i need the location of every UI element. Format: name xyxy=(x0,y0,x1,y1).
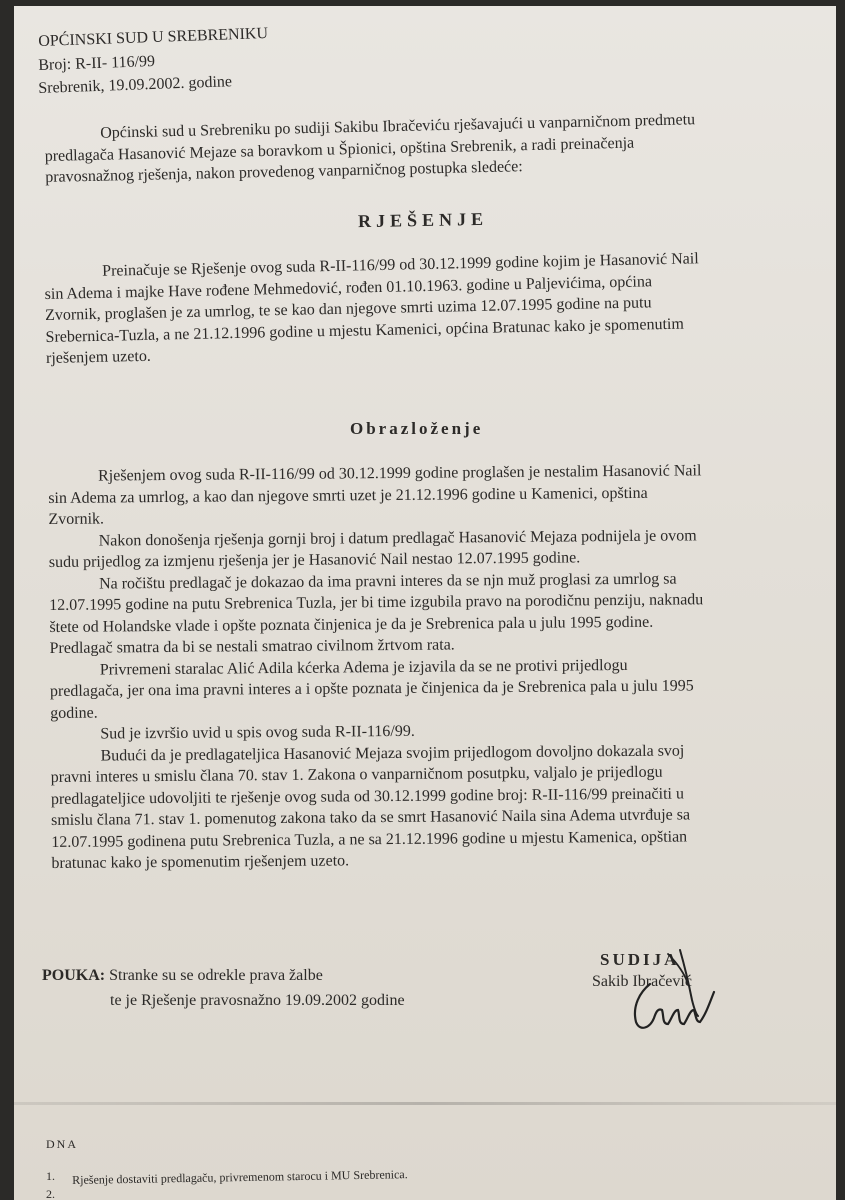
legal-notice-line2: te je Rješenje pravosnažno 19.09.2002 godine xyxy=(110,992,405,1009)
ruling-line: Zvornik, proglašen je za umrlog, te se kao dan njegove smrti uzima 12.07.1995 godine na putu xyxy=(44,294,652,324)
reasoning-line: sudu prijedlog za izmjenu rješenja jer je Hasanović Nail nestao 12.07.1995 godine. xyxy=(48,549,581,571)
delivery-item: Rješenje dostaviti predlagaču, privremenom starocu i MU Srebrenica. xyxy=(72,1167,408,1187)
reasoning-line: godine. xyxy=(50,704,98,722)
reasoning-heading: Obrazloženje xyxy=(350,419,484,438)
court-name: OPĆINSKI SUD U SREBRENIKU xyxy=(38,24,269,50)
delivery-item-number: 2. xyxy=(46,1187,55,1200)
reasoning-line: predlagateljice udovoljiti te rješenje ovog suda od 30.12.1999 godine broj: R-II-116/99 preinačiti u xyxy=(50,784,684,808)
reasoning-line: 12.07.1995 godine na putu Srebrenica Tuzla, jer bi time izgubila pravo na porodičnu penziju, naknadu xyxy=(49,591,704,614)
delivery-label: DNA xyxy=(46,1137,78,1151)
legal-notice xyxy=(42,966,323,986)
intro-paragraph xyxy=(44,109,696,188)
reasoning-line: smislu člana 71. stav 1. pomenutog zakona tako da se smrt Hasanović Naila sina Adema utvrđuje sa xyxy=(51,806,691,829)
ruling-line: rješenjem uzeto. xyxy=(45,347,152,367)
reasoning-line: predlagača, jer ona ima pravni interes a i opšte poznata je činjenica da je Srebrenica pala u julu 1995 xyxy=(49,677,694,700)
intro-line: predlagača Hasanović Mejaze sa boravkom u Špionici, opština Srebrenik, a radi preinačenja xyxy=(44,134,635,165)
case-number: Broj: R-II- 116/99 xyxy=(38,52,156,74)
reasoning-line: Budući da je predlagateljica Hasanović Mejaza svojim prijedlogom dovoljno dokazala svoj xyxy=(100,741,685,765)
handwritten-signature xyxy=(610,944,730,1039)
reasoning-line: Predlagač smatra da bi se nestali smatrao civilnom žrtvom rata. xyxy=(49,636,455,657)
reasoning-line: pravni interes u smislu člana 70. stav 1. Zakona o vanparničnom posutpku, valjalo je prijedlogu xyxy=(50,763,663,786)
reasoning-line: Nakon donošenja rješenja gornji broj i datum predlagač Hasanović Mejaza podnijela je ovom xyxy=(98,526,697,550)
document-page xyxy=(14,6,836,1200)
intro-line: Općinski sud u Srebreniku po sudiji Sakibu Ibračeviću rješavajući u vanparničnom predmetu xyxy=(100,111,696,142)
legal-notice-label: POUKA: xyxy=(42,967,106,984)
ruling-line: sin Adema i majke Have rođene Mehmedović, rođen 01.10.1963. godine u Paljevićima, općina xyxy=(44,272,653,303)
judge-name: Sakib Ibračević xyxy=(592,973,692,990)
ruling-line: Preinačuje se Rješenje ovog suda R-II-116/99 od 30.12.1999 godine kojim je Hasanović Nail xyxy=(102,250,699,280)
reasoning-line: bratunac kako je spomenutim rješenjem uzeto. xyxy=(51,852,350,872)
intro-line: pravosnažnog rješenja, nakon provedenog vanparničnog postupka sledeće: xyxy=(45,158,523,186)
ruling-paragraph xyxy=(44,248,701,369)
legal-notice-line1: Stranke su se odrekle prava žalbe xyxy=(109,967,323,984)
reasoning-line: 12.07.1995 godinena putu Srebrenica Tuzla, a ne sa 21.12.1996 godine u mjestu Kamenica, opštian xyxy=(51,827,688,851)
document-title: RJEŠENJE xyxy=(357,208,489,232)
place-date: Srebrenik, 19.09.2002. godine xyxy=(38,73,233,97)
reasoning-line: štete od Holandske vlade i opšte poznata činjenica je da je Srebrenica pala u julu 1995 godine. xyxy=(49,613,654,636)
judge-title: SUDIJA xyxy=(600,950,680,969)
reasoning-line: Zvornik. xyxy=(48,510,105,528)
reasoning-line: Sud je izvršio uvid u spis ovog suda R-II-116/99. xyxy=(100,722,415,743)
paper-fold xyxy=(14,1102,836,1105)
reasoning-line: Rješenjem ovog suda R-II-116/99 od 30.12.1999 godine proglašen je nestalim Hasanović Nail xyxy=(98,462,702,485)
ruling-line: Srebernica-Tuzla, a ne 21.12.1996 godine u mjestu Kamenici, općina Bratunac kako je spomenutim xyxy=(45,315,684,346)
reasoning-line: Na ročištu predlagač je dokazao da ima pravni interes da se njn muž proglasi za umrlog sa xyxy=(98,570,677,593)
delivery-item-number: 1. xyxy=(46,1169,55,1183)
reasoning-line: sin Adema za umrlog, a kao dan njegove smrti uzet je 21.12.1996 godine u Kamenici, opština xyxy=(48,484,648,507)
reasoning-line: Privremeni staralac Alić Adila kćerka Adema je izjavila da se ne protivi prijedlogu xyxy=(99,656,628,679)
reasoning-section xyxy=(48,460,706,874)
